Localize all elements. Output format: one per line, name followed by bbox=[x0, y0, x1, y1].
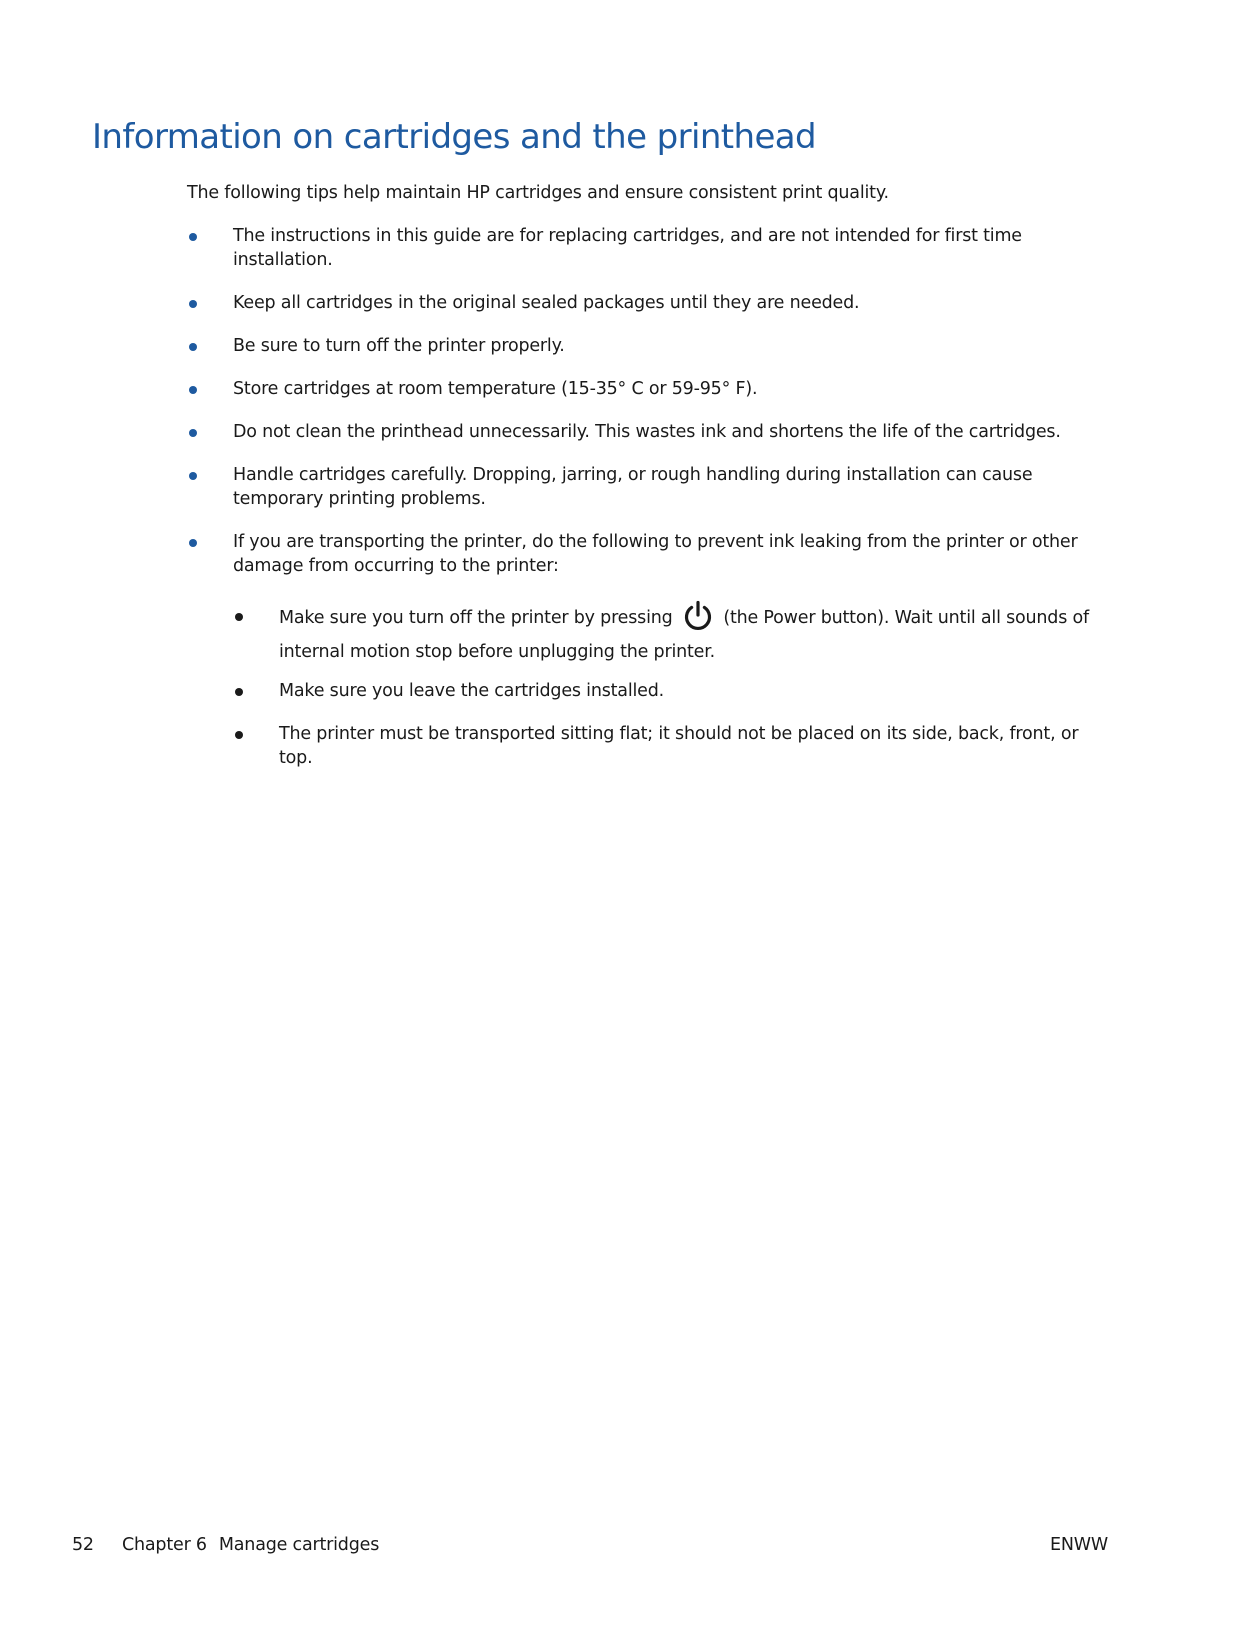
list-item bbox=[187, 224, 1107, 272]
list-item bbox=[233, 600, 1093, 669]
footer-locale: ENWW bbox=[1050, 1535, 1108, 1555]
bullet-icon bbox=[189, 429, 197, 437]
tip-text: Be sure to turn off the printer properly. bbox=[233, 336, 565, 356]
tip-text: Do not clean the printhead unnecessarily. This wastes ink and shortens the life of the cartridges. bbox=[233, 422, 1061, 442]
page-title: Information on cartridges and the printhead bbox=[92, 117, 816, 157]
list-item bbox=[187, 377, 1107, 401]
tips-list bbox=[187, 224, 1107, 789]
tip-text: The instructions in this guide are for replacing cartridges, and are not intended for first time installation. bbox=[233, 226, 1022, 270]
tip-text: (the Power button). Wait until all sounds of internal motion stop before unplugging the printer. bbox=[279, 608, 1089, 662]
tip-text: The printer must be transported sitting flat; it should not be placed on its side, back, front, or top. bbox=[279, 724, 1079, 768]
bullet-icon bbox=[189, 343, 197, 351]
bullet-icon bbox=[235, 613, 243, 621]
tip-text: Handle cartridges carefully. Dropping, jarring, or rough handling during installation can cause temporary printing problems. bbox=[233, 465, 1033, 509]
page-number: 52 bbox=[72, 1535, 94, 1555]
list-item bbox=[233, 679, 1093, 703]
bullet-icon bbox=[235, 731, 243, 739]
list-item bbox=[187, 463, 1107, 511]
power-icon bbox=[682, 600, 714, 632]
footer-chapter bbox=[122, 1535, 379, 1555]
list-item bbox=[187, 334, 1107, 358]
tip-text: Store cartridges at room temperature (15-35° C or 59-95° F). bbox=[233, 379, 758, 399]
bullet-icon bbox=[235, 688, 243, 696]
bullet-icon bbox=[189, 300, 197, 308]
list-item bbox=[187, 291, 1107, 315]
bullet-icon bbox=[189, 233, 197, 241]
list-item bbox=[187, 530, 1107, 770]
tip-text: Make sure you turn off the printer by pressing bbox=[279, 608, 673, 628]
tip-text: If you are transporting the printer, do the following to prevent ink leaking from the printer or other damage from occurring to the printer: bbox=[233, 532, 1078, 576]
list-item bbox=[233, 722, 1093, 770]
bullet-icon bbox=[189, 386, 197, 394]
bullet-icon bbox=[189, 472, 197, 480]
list-item bbox=[187, 420, 1107, 444]
tip-text: Keep all cartridges in the original sealed packages until they are needed. bbox=[233, 293, 860, 313]
intro-paragraph: The following tips help maintain HP cartridges and ensure consistent print quality. bbox=[187, 183, 889, 203]
chapter-label: Chapter 6 bbox=[122, 1535, 207, 1555]
tip-text: Make sure you leave the cartridges installed. bbox=[279, 681, 664, 701]
chapter-title: Manage cartridges bbox=[218, 1535, 380, 1555]
transport-tips-list bbox=[233, 600, 1093, 770]
bullet-icon bbox=[189, 539, 197, 547]
